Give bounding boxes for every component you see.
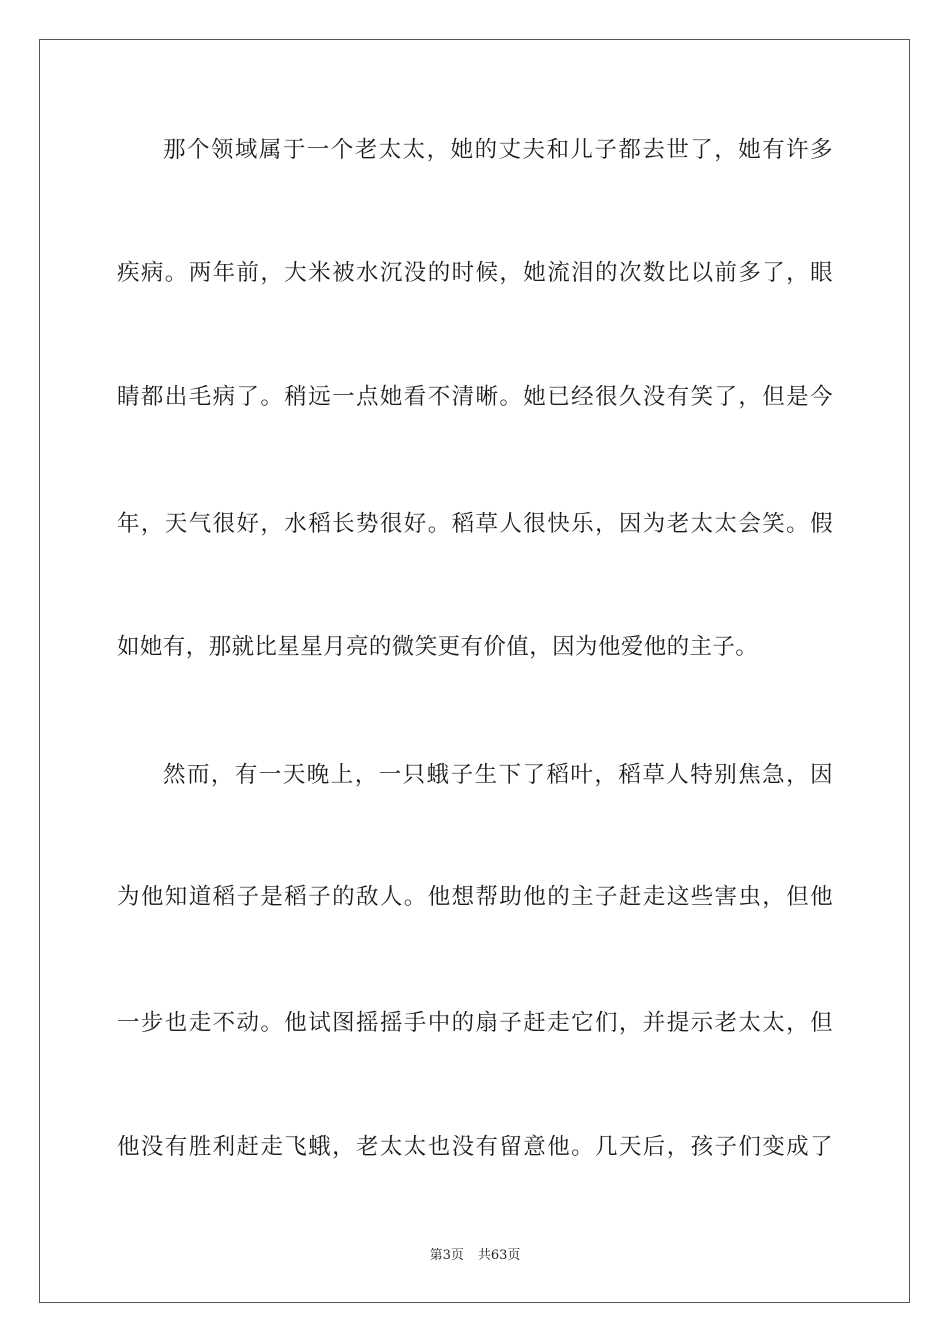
page-number: 第3页 <box>429 1248 464 1263</box>
page-border <box>39 39 910 1303</box>
paragraph-1-line-2: 疾病。两年前，大米被水沉没的时候，她流泪的次数比以前多了，眼 <box>117 260 833 286</box>
paragraph-2-line-1: 然而，有一天晚上，一只蛾子生下了稻叶，稻草人特别焦急，因 <box>163 762 833 788</box>
paragraph-1-line-3: 睛都出毛病了。稍远一点她看不清晰。她已经很久没有笑了，但是今 <box>117 384 833 410</box>
page-footer <box>0 1247 950 1265</box>
paragraph-1-line-5: 如她有，那就比星星月亮的微笑更有价值，因为他爱他的主子。 <box>117 634 759 660</box>
paragraph-2-line-4: 他没有胜利赶走飞蛾，老太太也没有留意他。几天后，孩子们变成了 <box>117 1134 833 1160</box>
paragraph-1-line-4: 年，天气很好，水稻长势很好。稻草人很快乐，因为老太太会笑。假 <box>117 511 833 537</box>
paragraph-1-line-1: 那个领域属于一个老太太，她的丈夫和儿子都去世了，她有许多 <box>163 137 833 163</box>
paragraph-2-line-3: 一步也走不动。他试图摇摇手中的扇子赶走它们，并提示老太太，但 <box>117 1010 833 1036</box>
paragraph-2-line-2: 为他知道稻子是稻子的敌人。他想帮助他的主子赶走这些害虫，但他 <box>117 884 833 910</box>
page-total: 共63页 <box>477 1248 521 1263</box>
